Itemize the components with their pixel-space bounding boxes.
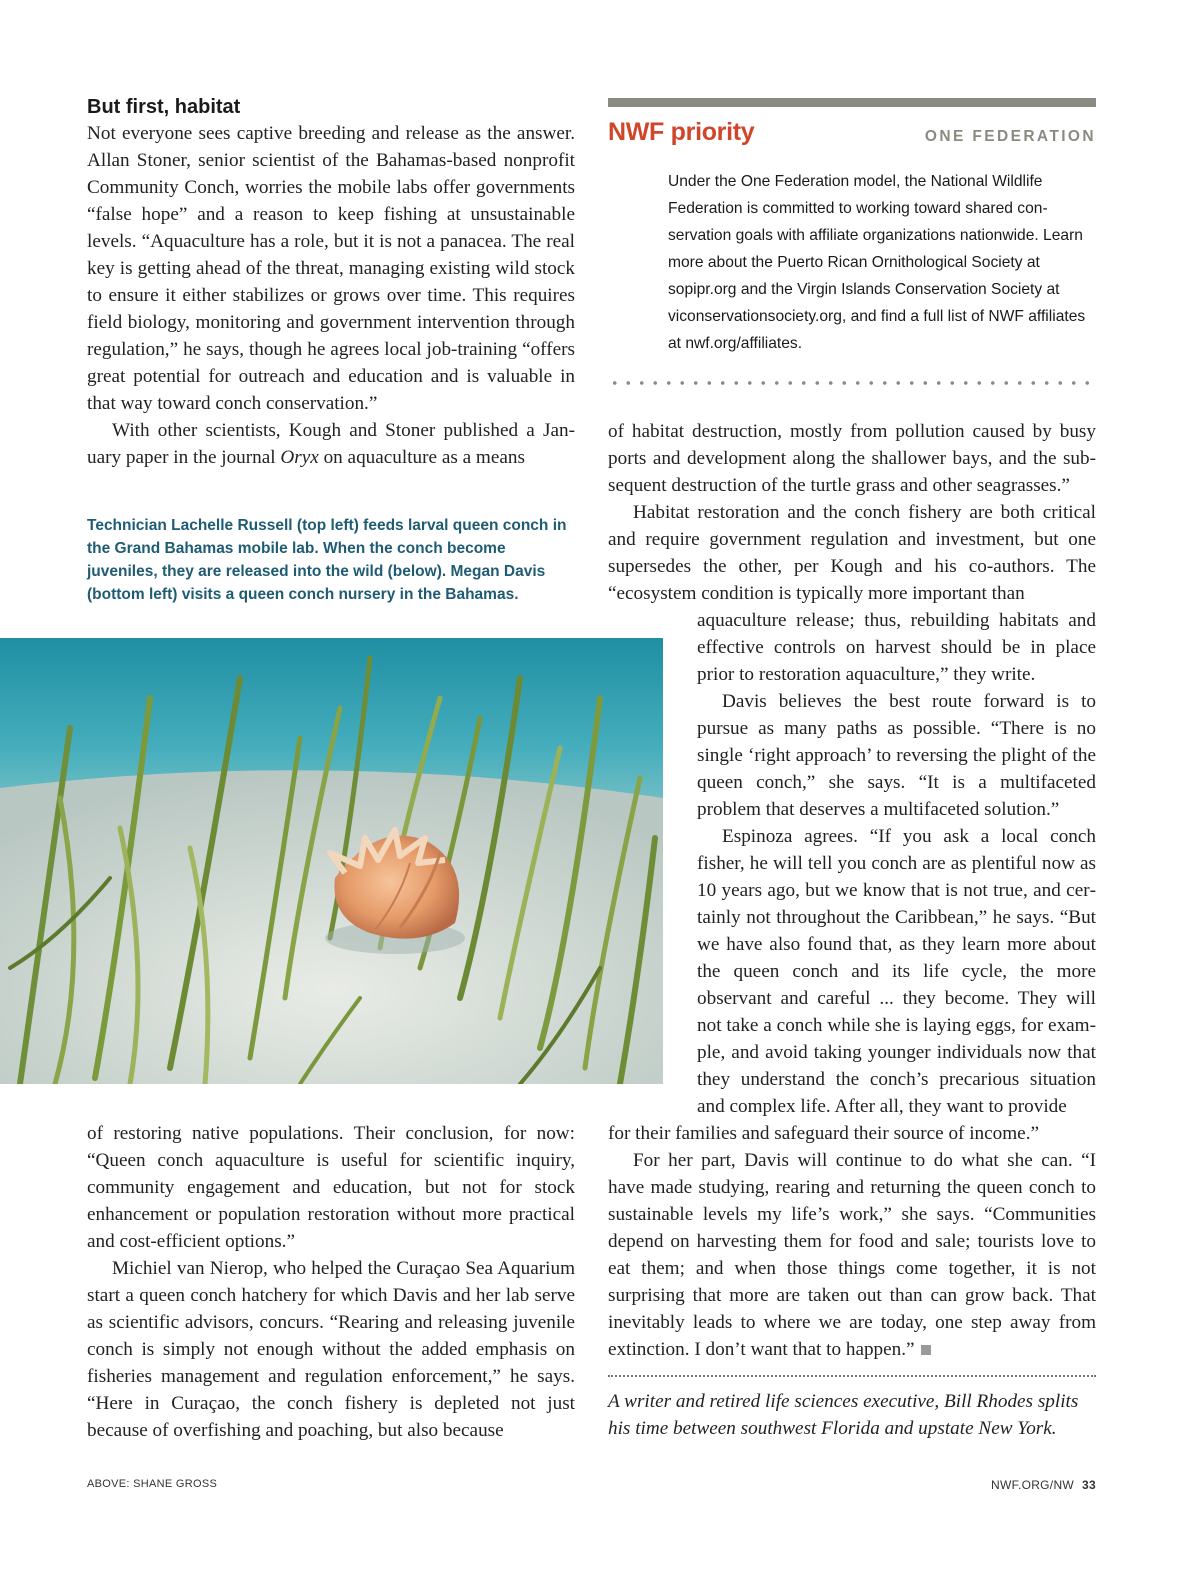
- paragraph: Not everyone sees captive breeding and release as the answer. Allan Stoner, senior scientist of the Bahamas-based nonprofit Community Conch, worries the mobile labs offer governments “false hope” and a reason to keep fishing at unsustainable levels. “Aquaculture has a role, but it is not a panacea. The real key is getting ahead of the threat, managing existing wild stock to ensure it either stabilizes or grows over time. This requires field biology, monitoring and government intervention through regulation,” he says, though he agrees local job-training “offers great potential for outreach and education and is valuable in that way toward conch conservation.”: [87, 123, 575, 414]
- paragraph: [608, 1147, 1096, 1363]
- paragraph-text: With other scientists, Kough and Stoner published a January paper in the journal: [87, 420, 575, 468]
- paragraph: Michiel van Nierop, who helped the Curaçao Sea Aquarium start a queen conch hatchery for which Davis and her lab serve as scientific advisors, concurs. “Rearing and releasing juvenile conch is simply not enough without the added emphasis on fisheries management and regulation enforcement,” he says. “Here in Curaçao, the conch fishery is depleted not just because of overfishing and poaching, but also because: [87, 1258, 575, 1441]
- paragraph: of restoring native populations. Their conclusion, for now: “Queen conch aquaculture is useful for scientific inquiry, community engagement and education, but not for stock enhancement or population restoration without more practical and cost-efficient options.”: [87, 1123, 575, 1252]
- folio: [991, 1478, 1096, 1492]
- sidebar-body: Under the One Federation model, the National Wildlife Federation is committed to working toward shared conservation goals with affiliate organizations nationwide. Learn more about the Puerto Rican Ornithological Society at sopipr.org and the Virgin Islands Conservation Society at viconservationsociety.org, and find a full list of NWF affiliates at nwf.org/affiliates.: [668, 173, 1086, 352]
- section-heading: But first, habitat: [87, 96, 241, 118]
- author-bio: A writer and retired life sciences executive, Bill Rhodes splits his time between southwest Florida and upstate New York.: [608, 1391, 1079, 1439]
- bio-divider: [608, 1375, 1096, 1377]
- paragraph: aquaculture release; thus, rebuilding habitats and effective controls on harvest should be in place prior to restoration aquaculture,” they write.: [697, 610, 1096, 685]
- sidebar-kicker: ONE FEDERATION: [924, 128, 1096, 145]
- paragraph-text: For her part, Davis will continue to do what she can. “I have made studying, rearing and returning the queen conch to sustainable levels my life’s work,” she says. “Communities depend on harvesting them for food and sale; tourists love to eat them; and when those things come together, it is not surprising that more are taken out than can grow back. That inevitably leads to where we are today, one step away from extinction. I don’t want that to happen.”: [608, 1150, 1096, 1360]
- right-column-top: [608, 418, 1096, 607]
- page-number: 33: [1082, 1478, 1096, 1492]
- sidebar-dotted-divider: [608, 380, 1096, 386]
- sidebar-rule: [608, 98, 1096, 107]
- sidebar-title: NWF priority: [608, 118, 755, 146]
- photo-credit: ABOVE: SHANE GROSS: [87, 1478, 218, 1490]
- paragraph: Habitat restoration and the conch fishery are both critical and require government regulation and investment, but one supersedes the other, per Kough and his co-authors. The “ecosystem condition is typically more important than: [608, 502, 1096, 604]
- queen-conch-photo: [0, 638, 663, 1084]
- journal-name: Oryx: [280, 447, 319, 468]
- left-column-top: [87, 94, 575, 471]
- right-column-wrap: [697, 607, 1096, 1120]
- left-column-bottom: [87, 1120, 575, 1444]
- paragraph: Espinoza agrees. “If you ask a local conch fisher, he will tell you conch are as plentiful now as 10 years ago, but we know that is not true, and certainly not throughout the Caribbean,” he says. “But we have also found that, as they learn more about the queen conch and its life cycle, the more observant and careful ... they become. They will not take a conch while she is laying eggs, for example, and avoid taking younger individuals now that they understand the conch’s precarious situation and complex life. After all, they want to provide: [697, 826, 1096, 1117]
- site-url: NWF.ORG/NW: [991, 1478, 1075, 1492]
- paragraph: [87, 417, 575, 471]
- right-column-bottom: [608, 1120, 1096, 1363]
- end-mark-icon: [921, 1345, 931, 1355]
- photo-caption: Technician Lachelle Russell (top left) feeds larval queen conch in the Grand Bahamas mobile lab. When the conch become juveniles, they are released into the wild (below). Megan Davis (bottom left) visits a queen conch nursery in the Bahamas.: [87, 517, 567, 603]
- paragraph: Davis believes the best route forward is to pursue as many paths as possible. “There is no single ‘right approach’ to reversing the plight of the queen conch,” she says. “It is a multifaceted problem that deserves a multifaceted solution.”: [697, 691, 1096, 820]
- paragraph: for their families and safeguard their source of income.”: [608, 1123, 1040, 1144]
- paragraph: of habitat destruction, mostly from pollution caused by busy ports and development along the shallower bays, and the subsequent destruction of the turtle grass and other seagrasses.”: [608, 421, 1096, 496]
- paragraph-text: on aquaculture as a means: [318, 447, 525, 468]
